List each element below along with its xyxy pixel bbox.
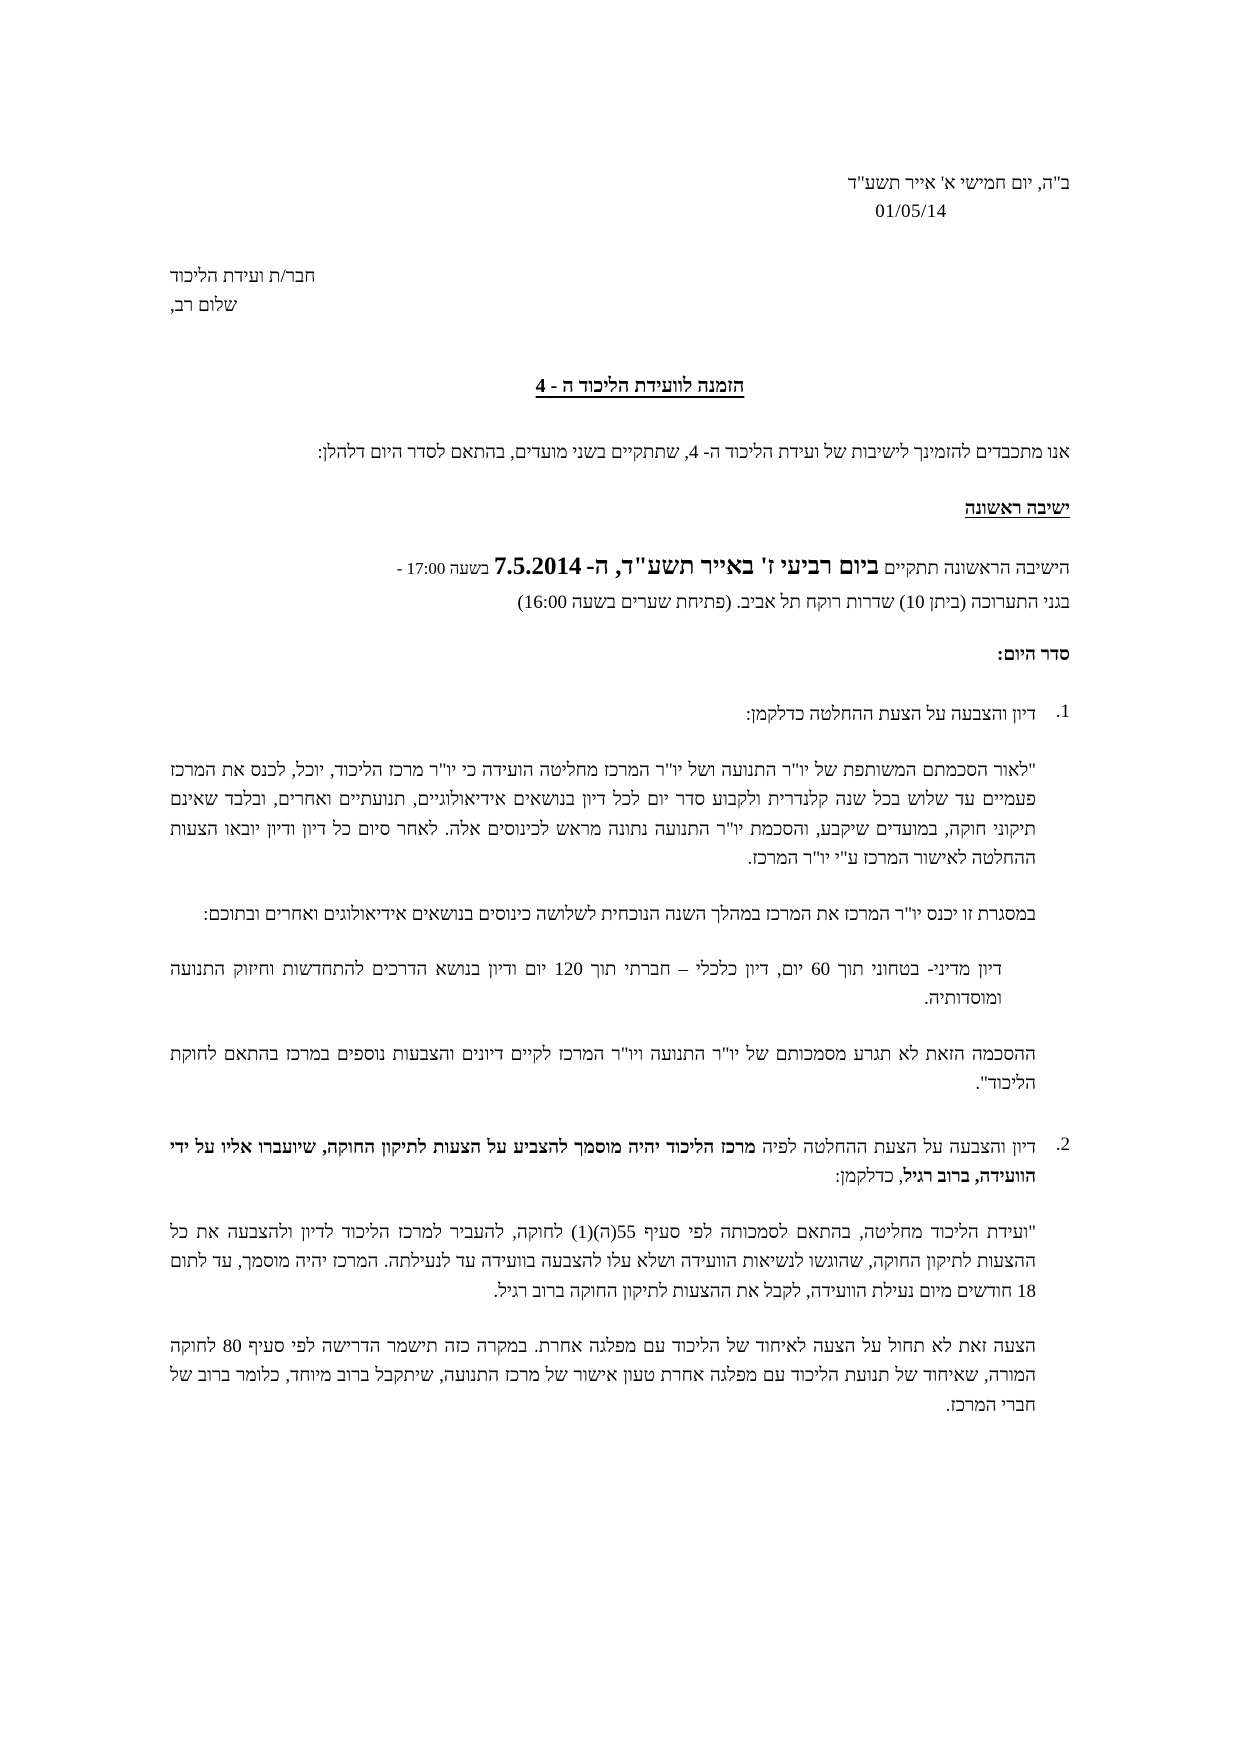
meeting-numeric-date: 7.5.2014 (494, 552, 582, 580)
recipient-line-1: חבר/ת ועידת הליכוד (170, 266, 316, 288)
agenda-item-1-lead: דיון והצבעה על הצעת ההחלטה כדלקמן: (745, 704, 1036, 726)
recipient-block (170, 263, 1070, 320)
meeting-time: בשעה 17:00 - (396, 558, 490, 578)
meeting-prefix: הישיבה הראשונה תתקיים (883, 557, 1070, 579)
agenda-item-2 (170, 1133, 1070, 1192)
agenda-item-2-paragraph-2: הצעה זאת לא תחול על הצעה לאיחוד של הליכוד עם מפלגה אחרת. במקרה כזה תישמר הדרישה לפי סעיף 80 לחוקה המורה, שאיחוד של תנועת הליכוד עם מפלגה אחרת טעון אישור של מרכז התנועה, שיתקבל ברוב מיוחד, כלומר ברוב של חברי המרכז. (170, 1335, 1036, 1416)
agenda-item-2-lead-bold: מרכז הליכוד יהיה מוסמך להצביע על הצעות לתיקון החוקה, שיועברו אליו על ידי הוועידה, ברוב רגיל (170, 1136, 1036, 1188)
agenda-item-1-paragraph-2: במסגרת זו יכנס יו"ר המרכז את המרכז במהלך השנה הנוכחית לשלושה כינוסים בנושאים אידיאולוגים ואחרים ובתוכם: (203, 903, 1036, 925)
agenda-item-2-paragraph-1: "ועידת הליכוד מחליטה, בהתאם לסמכותה לפי סעיף 55(ה)(1) לחוקה, להעביר למרכז הליכוד לדיון ולהצבעה את כל ההצעות לתיקון החוקה, שהוגשו לנשיאות הוועידה ושלא עלו להצבעה בוועידה עד לנעילתה. המרכז יהיה מוסמך, עד לתום 18 חודשים מיום נעילת הוועידה, לקבל את ההצעות לתיקון החוקה ברוב רגיל. (170, 1221, 1036, 1302)
meeting-venue-line: בגני התערוכה (ביתן 10) שדרות רוקח תל אביב. (פתיחת שערים בשעה 16:00) (517, 592, 1070, 614)
agenda-item-1-paragraph-4: ההסכמה הזאת לא תגרע מסמכותם של יו"ר התנועה ויו"ר המרכז לקיים דיונים והצבעות נוספים במרכז בהתאם לחוקת הליכוד". (170, 1043, 1036, 1095)
agenda-label: סדר היום: (997, 644, 1070, 666)
meeting-datetime-line (170, 546, 1070, 589)
agenda-item-1 (170, 700, 1070, 729)
intro-paragraph: אנו מתכבדים להזמינך לישיבות של ועידת הליכוד ה- 4, שתתקיים בשני מועדים, בהתאם לסדר היום דלהלן: (317, 442, 1070, 464)
agenda-item-2-lead-prefix: דיון והצבעה על הצעת ההחלטה לפיה (755, 1136, 1036, 1158)
agenda-item-1-number: 1. (1055, 701, 1070, 723)
agenda-item-2-lead (170, 1133, 1036, 1192)
agenda-item-1-paragraph-3: דיון מדיני- בטחוני תוך 60 יום, דיון כלכלי – חברתי תוך 120 יום ודיון בנושא הדרכים להתחדשות וחיזוק התנועה ומוסדותיה. (170, 959, 1002, 1010)
hebrew-date: ב"ה, יום חמישי א' אייר תשע"ד (847, 173, 1070, 194)
recipient-greeting: שלום רב, (170, 294, 238, 316)
gregorian-date: 01/05/14 (875, 200, 947, 222)
document-title: הזמנה לוועידת הליכוד ה - 4 (535, 375, 745, 398)
agenda-item-2-lead-suffix: , כדלקמן: (834, 1166, 904, 1188)
agenda-item-2-number: 2. (1055, 1133, 1070, 1155)
document-content (170, 170, 1070, 1420)
document-header (770, 170, 1070, 225)
agenda-item-1-paragraph-1: "לאור הסכמתם המשותפת של יו"ר התנועה ושל יו"ר המרכז מחליטה הועידה כי יו"ר מרכז הליכוד, יוכל, לכנס את המרכז פעמיים עד שלוש בכל שנה קלנדרית ולקבוע סדר יום לכל דיון בנושאים אידיאולוגיים, תנועתיים ואחרים, ובלבד שאינם תיקוני חוקה, במועדים שיקבע, והסכמת יו"ר התנועה נתונה מראש לכינוסים אלה. לאחר סיום כל דיון ודיון יובאו הצעות ההחלטה לאישור המרכז ע"י יו"ר המרכז. (170, 759, 1036, 870)
first-session-label: ישיבה ראשונה (964, 497, 1070, 519)
meeting-bold-date: ביום רביעי ז' באייר תשע"ד, ה- (586, 552, 880, 580)
